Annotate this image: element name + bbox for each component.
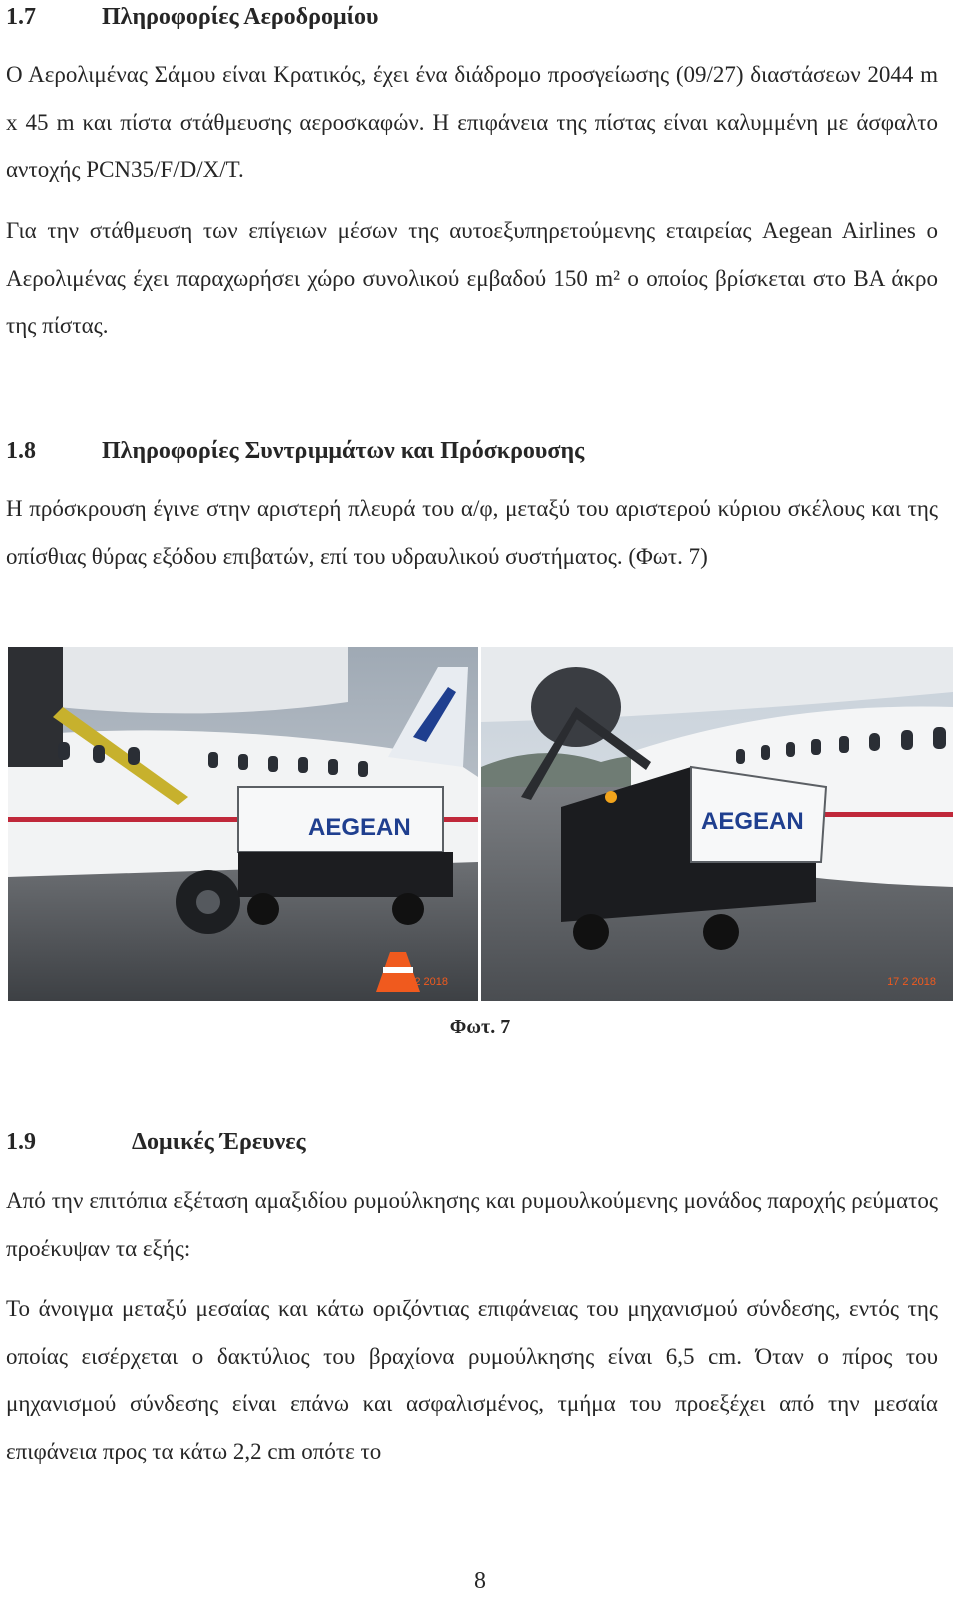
section-heading-1-9 xyxy=(6,1127,306,1157)
paragraph-structural-intro: Από την επιτόπια εξέταση αμαξιδίου ρυμούλκησης και ρυμουλκούμενης μονάδος παροχής ρεύματος προέκυψαν τα εξής: xyxy=(6,1188,938,1261)
section-heading-1-7 xyxy=(6,2,378,32)
photo-date-stamp: 17 2 2018 xyxy=(887,976,936,988)
section-title: Δομικές Έρευνες xyxy=(132,1129,306,1155)
propeller-hub xyxy=(8,647,63,767)
section-number: 1.9 xyxy=(6,1129,36,1155)
paragraph-structural-details: Το άνοιγμα μεταξύ μεσαίας και κάτω οριζόντιας επιφάνειας του μηχανισμού σύνδεσης, εντός της οποίας εισέρχεται ο δακτύλιος του βραχίονα ρυμούλκησης είναι 6,5 cm. Όταν ο πίρος του μηχανισμού σύνδεσης είναι επάνω και ασφαλισμένος, τμήμα του προεξέχει από την μεσαία επιφάνεια προς τα κάτω 2,2 cm οπότε το xyxy=(6,1296,938,1464)
photo-right xyxy=(481,647,953,1001)
page-number: 8 xyxy=(474,1568,486,1594)
photo-caption: Φωτ. 7 xyxy=(449,1016,511,1038)
gpu-wheel xyxy=(247,893,279,925)
gpu-unit-base xyxy=(238,852,453,897)
photo-date-stamp: 12 2 2018 xyxy=(399,976,448,988)
paragraph-parking-area: Για την στάθμευση των επίγειων μέσων της αυτοεξυπηρετούμενης εταιρείας Aegean Airlines ο Αερολιμένας έχει παραχωρήσει χώρο συνολικού εμβαδού 150 m² ο οποίος βρίσκεται στο ΒΑ άκρο της πίστας. xyxy=(6,218,938,338)
beacon-light xyxy=(605,791,617,803)
engine-nacelle xyxy=(58,647,348,713)
section-heading-1-8 xyxy=(6,436,584,466)
section-number: 1.8 xyxy=(6,438,36,464)
gpu-wheel xyxy=(573,914,609,950)
section-title: Πληροφορίες Αεροδρομίου xyxy=(102,4,379,30)
gpu-wheel xyxy=(392,893,424,925)
aircraft-gpu-photo-left xyxy=(8,647,478,1001)
aircraft-gpu-photo-right xyxy=(481,647,953,1001)
aegean-logo: AEGEAN xyxy=(701,808,804,835)
gpu-wheel xyxy=(703,914,739,950)
aegean-logo: AEGEAN xyxy=(308,814,411,841)
section-title: Πληροφορίες Συντριμμάτων και Πρόσκρουσης xyxy=(102,438,585,464)
photo-left xyxy=(8,647,478,1001)
paragraph-impact-info: Η πρόσκρουση έγινε στην αριστερή πλευρά του α/φ, μεταξύ του αριστερού κύριου σκέλους και της οπίσθιας θύρας εξόδου επιβατών, επί του υδραυλικού συστήματος. (Φωτ. 7) xyxy=(6,496,938,569)
paragraph-airport-info: Ο Αερολιμένας Σάμου είναι Κρατικός, έχει ένα διάδρομο προσγείωσης (09/27) διαστάσεων 2044 m x 45 m και πίστα στάθμευσης αεροσκαφών. Η επιφάνεια της πίστας είναι καλυμμένη με άσφαλτο αντοχής PCN35/F/D/X/T. xyxy=(6,62,938,182)
section-number: 1.7 xyxy=(6,4,36,30)
